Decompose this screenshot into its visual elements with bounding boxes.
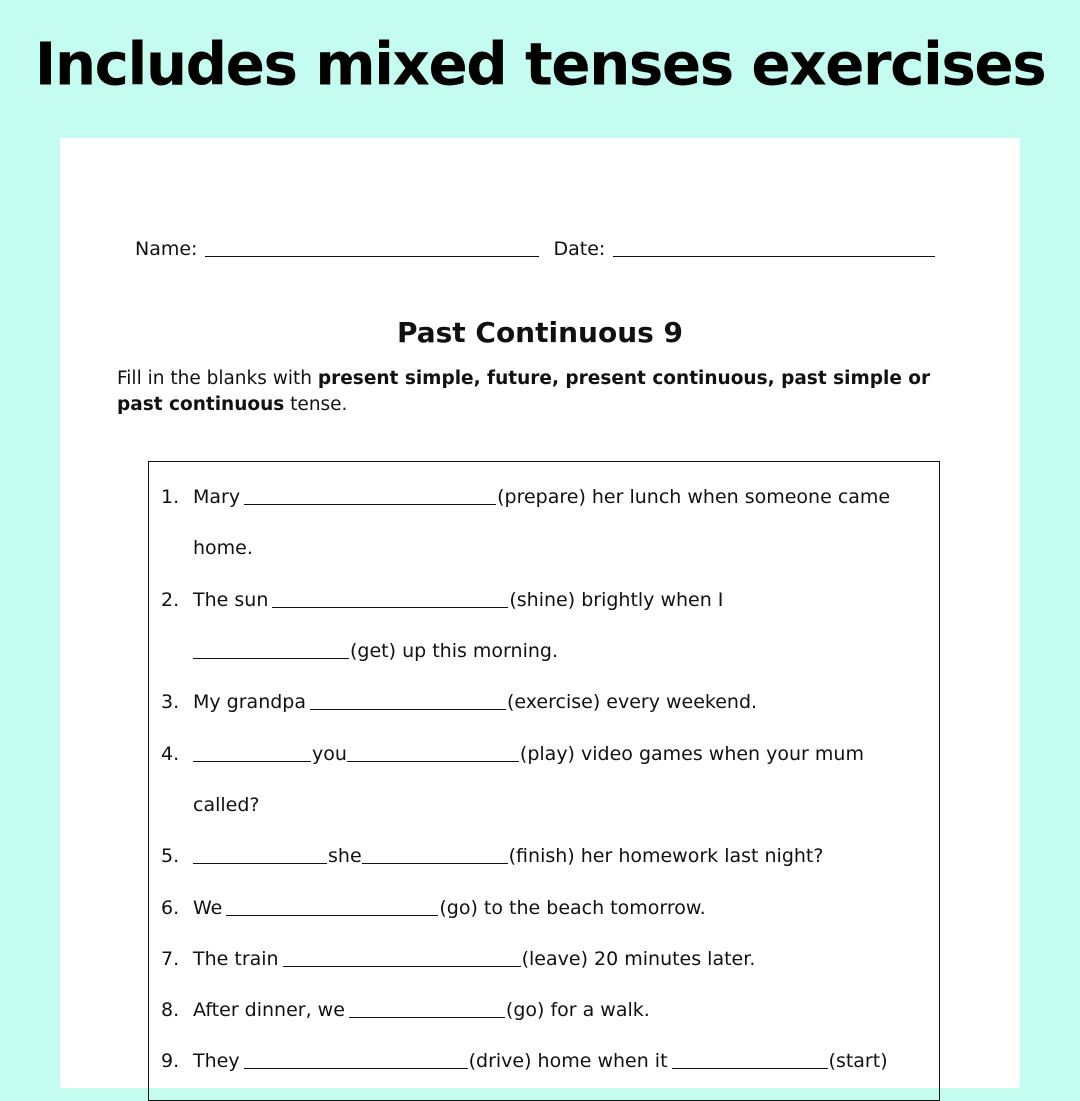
question-2 xyxy=(161,589,723,611)
question-2-continued xyxy=(193,640,558,662)
question-6 xyxy=(161,897,706,919)
answer-blank[interactable] xyxy=(310,708,506,710)
question-text: (prepare) her lunch when someone came xyxy=(497,486,891,508)
question-text: After dinner, we xyxy=(193,999,345,1021)
question-text: (shine) brightly when I xyxy=(509,589,724,611)
question-text: she xyxy=(328,845,362,867)
question-1-continued xyxy=(193,537,253,559)
question-5 xyxy=(161,845,823,867)
question-text: The train xyxy=(193,948,279,970)
answer-blank[interactable] xyxy=(349,1016,505,1018)
question-text: Mary xyxy=(193,486,241,508)
question-8 xyxy=(161,999,650,1021)
question-text: home. xyxy=(193,537,253,559)
answer-blank[interactable] xyxy=(244,503,496,505)
date-label: Date: xyxy=(553,238,606,260)
question-text: (go) for a walk. xyxy=(505,999,650,1021)
question-text: We xyxy=(193,897,223,919)
question-number: 3. xyxy=(161,691,180,713)
question-text: (finish) her homework last night? xyxy=(508,845,824,867)
question-text: (go) to the beach tomorrow. xyxy=(439,897,706,919)
question-text: (leave) 20 minutes later. xyxy=(521,948,756,970)
worksheet-page xyxy=(60,138,1020,1088)
question-text: (drive) home when it xyxy=(468,1050,668,1072)
question-number: 6. xyxy=(161,897,180,919)
question-7 xyxy=(161,948,755,970)
answer-blank[interactable] xyxy=(362,862,508,864)
question-text: (get) up this morning. xyxy=(350,640,558,662)
answer-blank[interactable] xyxy=(672,1067,828,1069)
question-number: 4. xyxy=(161,743,180,765)
question-9 xyxy=(161,1050,888,1072)
question-text: (play) video games when your mum xyxy=(519,743,864,765)
question-4-continued xyxy=(193,794,259,816)
exercise-box xyxy=(148,461,940,1101)
name-date-row xyxy=(135,238,935,260)
question-text: you xyxy=(312,743,347,765)
name-label: Name: xyxy=(135,238,198,260)
question-number: 5. xyxy=(161,845,180,867)
worksheet-title: Past Continuous 9 xyxy=(396,316,684,349)
answer-blank[interactable] xyxy=(244,1067,468,1069)
banner-heading: Includes mixed tenses exercises xyxy=(34,29,1046,99)
answer-blank[interactable] xyxy=(193,760,311,762)
date-blank[interactable] xyxy=(613,255,935,257)
instructions xyxy=(117,366,957,418)
answer-blank[interactable] xyxy=(347,760,519,762)
question-text: (exercise) every weekend. xyxy=(507,691,758,713)
instructions-tenses: present simple, future, present continuous, past simple or past continuous xyxy=(117,368,931,415)
answer-blank[interactable] xyxy=(226,914,438,916)
question-text: My grandpa xyxy=(193,691,306,713)
question-number: 8. xyxy=(161,999,180,1021)
question-text: The sun xyxy=(193,589,269,611)
question-text: They xyxy=(193,1050,240,1072)
question-number: 7. xyxy=(161,948,180,970)
instructions-suffix: tense. xyxy=(284,394,348,415)
question-number: 2. xyxy=(161,589,180,611)
question-1 xyxy=(161,486,890,508)
answer-blank[interactable] xyxy=(272,606,508,608)
instructions-prefix: Fill in the blanks with xyxy=(117,368,318,389)
answer-blank[interactable] xyxy=(283,965,521,967)
question-number: 9. xyxy=(161,1050,180,1072)
question-text: called? xyxy=(193,794,260,816)
question-text: (start) xyxy=(828,1050,888,1072)
answer-blank[interactable] xyxy=(193,657,349,659)
answer-blank[interactable] xyxy=(193,862,327,864)
question-3 xyxy=(161,691,757,713)
question-number: 1. xyxy=(161,486,180,508)
question-4 xyxy=(161,743,864,765)
name-blank[interactable] xyxy=(205,255,539,257)
